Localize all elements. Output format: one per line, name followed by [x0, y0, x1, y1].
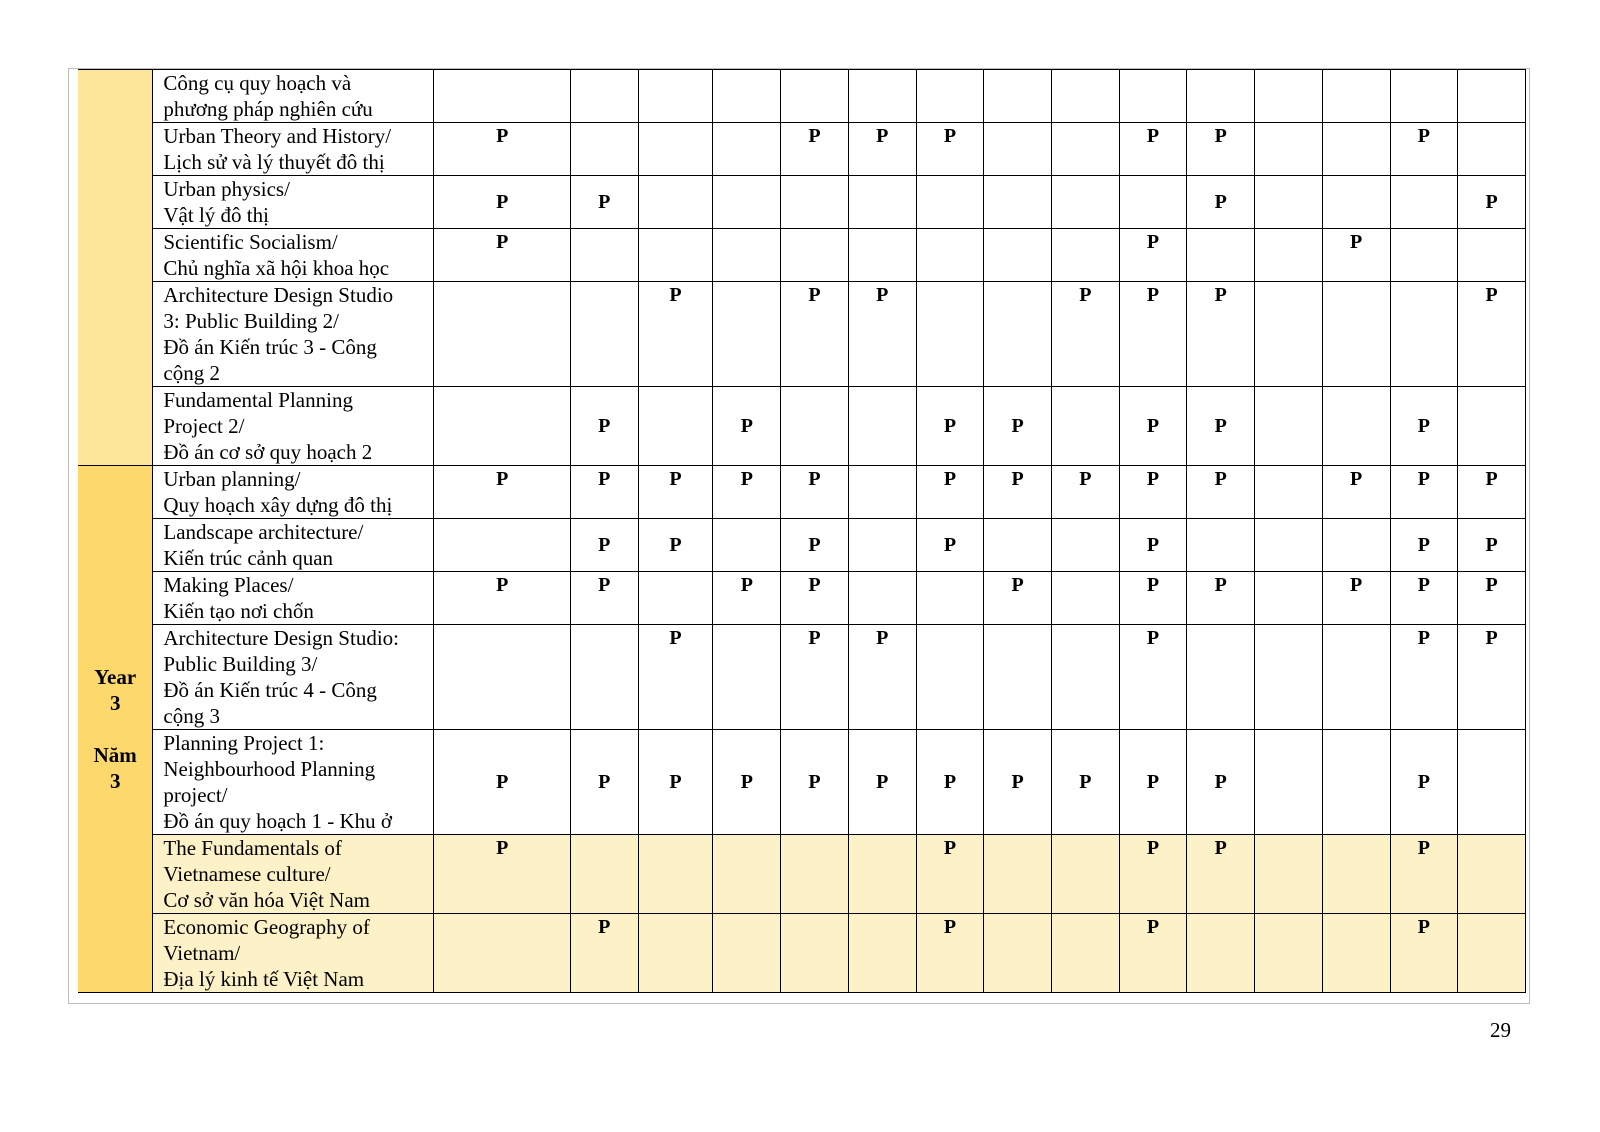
outcome-cell	[916, 176, 984, 229]
outcome-cell	[848, 466, 916, 519]
outcome-cell: P	[984, 466, 1052, 519]
outcome-cell: P	[1119, 387, 1187, 466]
outcome-cell	[984, 282, 1052, 387]
outcome-cell	[570, 70, 638, 123]
outcome-cell: P	[1458, 519, 1526, 572]
outcome-cell	[713, 176, 781, 229]
outcome-cell: P	[1458, 282, 1526, 387]
outcome-cell	[1322, 282, 1390, 387]
outcome-cell: P	[916, 730, 984, 835]
table-row	[78, 466, 1526, 519]
outcome-cell	[1458, 730, 1526, 835]
outcome-cell	[713, 914, 781, 993]
outcome-cell: P	[1458, 176, 1526, 229]
outcome-cell	[984, 229, 1052, 282]
year-label-gap	[78, 716, 152, 742]
table-row	[78, 70, 1526, 123]
course-name: Architecture Design Studio 3: Public Building 2/ Đồ án Kiến trúc 3 - Công cộng 2	[153, 282, 434, 387]
outcome-cell: P	[1322, 466, 1390, 519]
outcome-cell: P	[1458, 466, 1526, 519]
table-row	[78, 229, 1526, 282]
outcome-cell	[781, 387, 849, 466]
outcome-cell	[1255, 625, 1323, 730]
outcome-cell	[1255, 176, 1323, 229]
outcome-cell	[1051, 387, 1119, 466]
outcome-cell	[1051, 70, 1119, 123]
outcome-cell	[984, 123, 1052, 176]
outcome-cell: P	[638, 519, 713, 572]
outcome-cell	[713, 519, 781, 572]
outcome-cell	[781, 70, 849, 123]
year-label-line3: Năm	[93, 743, 137, 767]
outcome-cell	[1051, 176, 1119, 229]
outcome-cell	[848, 387, 916, 466]
outcome-cell	[1322, 70, 1390, 123]
outcome-cell	[570, 835, 638, 914]
outcome-cell	[848, 572, 916, 625]
outcome-cell: P	[1119, 625, 1187, 730]
outcome-cell	[1322, 176, 1390, 229]
outcome-cell: P	[1187, 572, 1255, 625]
outcome-cell: P	[1187, 282, 1255, 387]
outcome-cell: P	[434, 730, 570, 835]
outcome-cell	[781, 914, 849, 993]
table-row	[78, 914, 1526, 993]
outcome-cell	[1255, 835, 1323, 914]
outcome-cell: P	[570, 572, 638, 625]
outcome-cell: P	[434, 835, 570, 914]
outcome-cell	[713, 625, 781, 730]
outcome-cell: P	[916, 835, 984, 914]
outcome-cell: P	[570, 519, 638, 572]
outcome-cell	[848, 914, 916, 993]
page-number: 29	[1490, 1018, 1511, 1042]
outcome-cell	[1390, 282, 1458, 387]
outcome-cell	[1051, 229, 1119, 282]
outcome-cell	[713, 282, 781, 387]
outcome-cell	[638, 835, 713, 914]
outcome-cell	[1255, 914, 1323, 993]
outcome-cell: P	[848, 730, 916, 835]
outcome-cell	[1322, 387, 1390, 466]
year-label-line4: 3	[109, 769, 121, 793]
outcome-cell	[916, 229, 984, 282]
outcome-cell: P	[638, 466, 713, 519]
outcome-cell	[781, 229, 849, 282]
outcome-cell	[1255, 70, 1323, 123]
outcome-cell	[1322, 625, 1390, 730]
outcome-cell: P	[570, 176, 638, 229]
outcome-cell: P	[1119, 123, 1187, 176]
course-name: The Fundamentals of Vietnamese culture/ Cơ sở văn hóa Việt Nam	[153, 835, 434, 914]
outcome-cell	[713, 835, 781, 914]
course-name: Architecture Design Studio: Public Building 3/ Đồ án Kiến trúc 4 - Công cộng 3	[153, 625, 434, 730]
outcome-cell	[638, 123, 713, 176]
outcome-cell: P	[1119, 282, 1187, 387]
outcome-cell	[1255, 282, 1323, 387]
outcome-cell	[1119, 176, 1187, 229]
outcome-cell	[848, 835, 916, 914]
outcome-cell	[570, 282, 638, 387]
course-name: Urban Theory and History/ Lịch sử và lý thuyết đô thị	[153, 123, 434, 176]
outcome-cell	[984, 70, 1052, 123]
outcome-cell: P	[781, 519, 849, 572]
outcome-cell: P	[434, 572, 570, 625]
outcome-cell: P	[916, 466, 984, 519]
outcome-cell: P	[434, 123, 570, 176]
outcome-cell: P	[1390, 914, 1458, 993]
outcome-cell: P	[1051, 282, 1119, 387]
outcome-cell: P	[434, 229, 570, 282]
outcome-cell	[1187, 519, 1255, 572]
outcome-cell	[1458, 914, 1526, 993]
table-row	[78, 176, 1526, 229]
outcome-cell	[1390, 229, 1458, 282]
table-row	[78, 387, 1526, 466]
outcome-cell: P	[713, 730, 781, 835]
year-label-line2: 3	[109, 691, 121, 715]
outcome-cell: P	[781, 572, 849, 625]
outcome-cell: P	[984, 730, 1052, 835]
outcome-cell: P	[781, 730, 849, 835]
outcome-cell	[1458, 70, 1526, 123]
outcome-cell: P	[434, 176, 570, 229]
outcome-cell	[1390, 70, 1458, 123]
outcome-cell	[434, 70, 570, 123]
course-name: Economic Geography of Vietnam/ Địa lý kinh tế Việt Nam	[153, 914, 434, 993]
outcome-cell	[1051, 914, 1119, 993]
outcome-cell	[570, 625, 638, 730]
outcome-cell: P	[1051, 466, 1119, 519]
outcome-cell: P	[713, 466, 781, 519]
outcome-cell	[1322, 835, 1390, 914]
outcome-cell: P	[1119, 229, 1187, 282]
outcome-cell	[1051, 835, 1119, 914]
table-row	[78, 625, 1526, 730]
outcome-cell	[1255, 519, 1323, 572]
outcome-cell	[781, 176, 849, 229]
outcome-cell: P	[984, 572, 1052, 625]
outcome-cell: P	[916, 387, 984, 466]
outcome-cell	[1051, 123, 1119, 176]
outcome-cell: P	[1458, 572, 1526, 625]
outcome-cell: P	[1390, 730, 1458, 835]
outcome-cell	[713, 70, 781, 123]
outcome-cell: P	[1390, 466, 1458, 519]
outcome-cell: P	[638, 625, 713, 730]
outcome-cell	[916, 70, 984, 123]
outcome-cell: P	[1187, 835, 1255, 914]
outcome-cell	[570, 229, 638, 282]
outcome-cell: P	[1119, 835, 1187, 914]
table-row	[78, 835, 1526, 914]
outcome-cell	[984, 835, 1052, 914]
outcome-cell: P	[1187, 387, 1255, 466]
outcome-cell: P	[1187, 466, 1255, 519]
outcome-cell: P	[1119, 730, 1187, 835]
outcome-cell	[638, 914, 713, 993]
outcome-cell: P	[848, 625, 916, 730]
outcome-cell: P	[1187, 176, 1255, 229]
outcome-cell: P	[1322, 229, 1390, 282]
table-row	[78, 730, 1526, 835]
outcome-cell: P	[1390, 835, 1458, 914]
outcome-cell: P	[570, 914, 638, 993]
year-label-line1: Year	[94, 665, 137, 689]
outcome-cell: P	[984, 387, 1052, 466]
outcome-cell: P	[916, 914, 984, 993]
outcome-cell: P	[1390, 123, 1458, 176]
table-row	[78, 519, 1526, 572]
outcome-cell	[638, 387, 713, 466]
outcome-cell	[434, 625, 570, 730]
outcome-cell: P	[848, 123, 916, 176]
outcome-cell	[1322, 519, 1390, 572]
outcome-cell	[1187, 229, 1255, 282]
outcome-cell	[434, 519, 570, 572]
outcome-cell: P	[570, 730, 638, 835]
outcome-cell: P	[1051, 730, 1119, 835]
outcome-cell	[434, 914, 570, 993]
outcome-cell	[848, 519, 916, 572]
outcome-cell	[916, 572, 984, 625]
outcome-cell	[916, 625, 984, 730]
outcome-cell: P	[1187, 123, 1255, 176]
outcome-cell	[1458, 387, 1526, 466]
outcome-cell: P	[1119, 914, 1187, 993]
outcome-cell	[916, 282, 984, 387]
outcome-cell	[848, 176, 916, 229]
outcome-cell	[1255, 572, 1323, 625]
outcome-cell	[1458, 835, 1526, 914]
outcome-cell	[713, 123, 781, 176]
outcome-cell: P	[916, 519, 984, 572]
course-name: Urban planning/ Quy hoạch xây dựng đô thị	[153, 466, 434, 519]
outcome-cell	[848, 229, 916, 282]
table-row	[78, 572, 1526, 625]
outcome-cell	[1255, 466, 1323, 519]
outcome-cell	[1051, 572, 1119, 625]
course-name: Urban physics/ Vật lý đô thị	[153, 176, 434, 229]
year-2-band	[78, 70, 153, 466]
outcome-cell	[1119, 70, 1187, 123]
outcome-cell	[638, 572, 713, 625]
outcome-cell: P	[848, 282, 916, 387]
outcome-cell	[434, 282, 570, 387]
course-name: Công cụ quy hoạch và phương pháp nghiên cứu	[153, 70, 434, 123]
outcome-cell: P	[570, 466, 638, 519]
outcome-cell	[984, 914, 1052, 993]
outcome-cell	[713, 229, 781, 282]
course-name: Scientific Socialism/ Chủ nghĩa xã hội khoa học	[153, 229, 434, 282]
outcome-cell	[1255, 123, 1323, 176]
year-3-label	[78, 466, 153, 993]
outcome-cell: P	[1119, 519, 1187, 572]
outcome-cell: P	[570, 387, 638, 466]
outcome-cell	[638, 176, 713, 229]
outcome-cell	[984, 625, 1052, 730]
outcome-cell	[1051, 519, 1119, 572]
outcome-cell	[1390, 176, 1458, 229]
course-name: Making Places/ Kiến tạo nơi chốn	[153, 572, 434, 625]
outcome-cell	[1458, 123, 1526, 176]
outcome-cell	[1255, 730, 1323, 835]
outcome-cell: P	[1458, 625, 1526, 730]
outcome-cell: P	[1322, 572, 1390, 625]
outcome-cell: P	[1390, 625, 1458, 730]
course-name: Planning Project 1: Neighbourhood Planning project/ Đồ án quy hoạch 1 - Khu ở	[153, 730, 434, 835]
outcome-cell: P	[916, 123, 984, 176]
outcome-cell	[1255, 229, 1323, 282]
outcome-cell	[638, 229, 713, 282]
outcome-cell: P	[638, 282, 713, 387]
outcome-cell: P	[1119, 572, 1187, 625]
outcome-cell	[1255, 387, 1323, 466]
table-row	[78, 123, 1526, 176]
course-name: Fundamental Planning Project 2/ Đồ án cơ sở quy hoạch 2	[153, 387, 434, 466]
outcome-cell: P	[1119, 466, 1187, 519]
outcome-cell: P	[1187, 730, 1255, 835]
outcome-cell: P	[434, 466, 570, 519]
outcome-cell: P	[638, 730, 713, 835]
outcome-cell: P	[781, 625, 849, 730]
outcome-cell	[848, 70, 916, 123]
outcome-cell	[984, 519, 1052, 572]
outcome-cell	[1187, 625, 1255, 730]
outcome-cell	[1458, 229, 1526, 282]
outcome-cell	[1322, 730, 1390, 835]
outcome-cell: P	[713, 572, 781, 625]
outcome-cell	[1051, 625, 1119, 730]
outcome-cell	[1187, 70, 1255, 123]
outcome-cell: P	[713, 387, 781, 466]
outcome-cell	[570, 123, 638, 176]
course-outcome-matrix	[78, 69, 1526, 993]
outcome-cell	[1187, 914, 1255, 993]
outcome-cell	[434, 387, 570, 466]
outcome-cell: P	[1390, 519, 1458, 572]
outcome-cell: P	[781, 123, 849, 176]
outcome-cell: P	[1390, 572, 1458, 625]
outcome-cell: P	[781, 282, 849, 387]
table-row	[78, 282, 1526, 387]
course-name: Landscape architecture/ Kiến trúc cảnh quan	[153, 519, 434, 572]
outcome-cell	[1322, 123, 1390, 176]
outcome-cell	[1322, 914, 1390, 993]
outcome-cell	[984, 176, 1052, 229]
outcome-cell: P	[781, 466, 849, 519]
outcome-cell	[781, 835, 849, 914]
outcome-cell	[638, 70, 713, 123]
outcome-cell: P	[1390, 387, 1458, 466]
